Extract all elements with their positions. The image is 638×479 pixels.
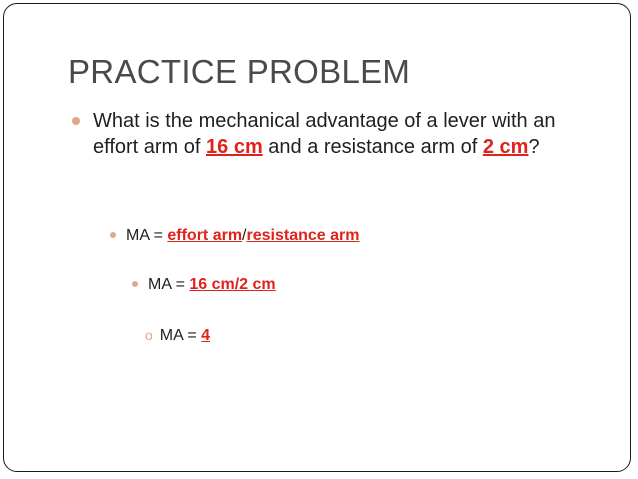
question-part2: and a resistance arm of bbox=[262, 136, 483, 158]
step-formula-text bbox=[126, 227, 359, 244]
step-result-text bbox=[160, 327, 210, 344]
circle-bullet-icon: o bbox=[145, 327, 153, 344]
step-substitution-prefix: MA = bbox=[148, 276, 190, 293]
bullet-icon bbox=[132, 281, 138, 287]
step-formula bbox=[110, 227, 359, 245]
question-bullet bbox=[72, 108, 592, 160]
step-result bbox=[145, 327, 210, 345]
formula-slash: / bbox=[242, 227, 247, 244]
effort-arm-label: effort arm bbox=[167, 227, 243, 244]
result-value: 4 bbox=[201, 327, 211, 344]
bullet-icon bbox=[72, 117, 80, 125]
slide-title: PRACTICE PROBLEM bbox=[68, 53, 411, 90]
bullet-icon bbox=[110, 232, 116, 238]
step-result-prefix: MA = bbox=[159, 327, 202, 344]
question-text bbox=[93, 108, 592, 160]
effort-arm-value: 16 cm bbox=[206, 136, 263, 158]
step-substitution-text bbox=[148, 276, 276, 293]
question-part3: ? bbox=[528, 136, 540, 158]
resistance-arm-value: 2 cm bbox=[482, 136, 529, 158]
step-substitution bbox=[132, 276, 276, 294]
substitution-value: 16 cm/2 cm bbox=[189, 276, 276, 293]
question-part1: What is the mechanical advantage of a lever with an effort arm of bbox=[93, 110, 556, 158]
step-formula-prefix: MA = bbox=[126, 227, 168, 244]
resistance-arm-label: resistance arm bbox=[246, 227, 360, 244]
